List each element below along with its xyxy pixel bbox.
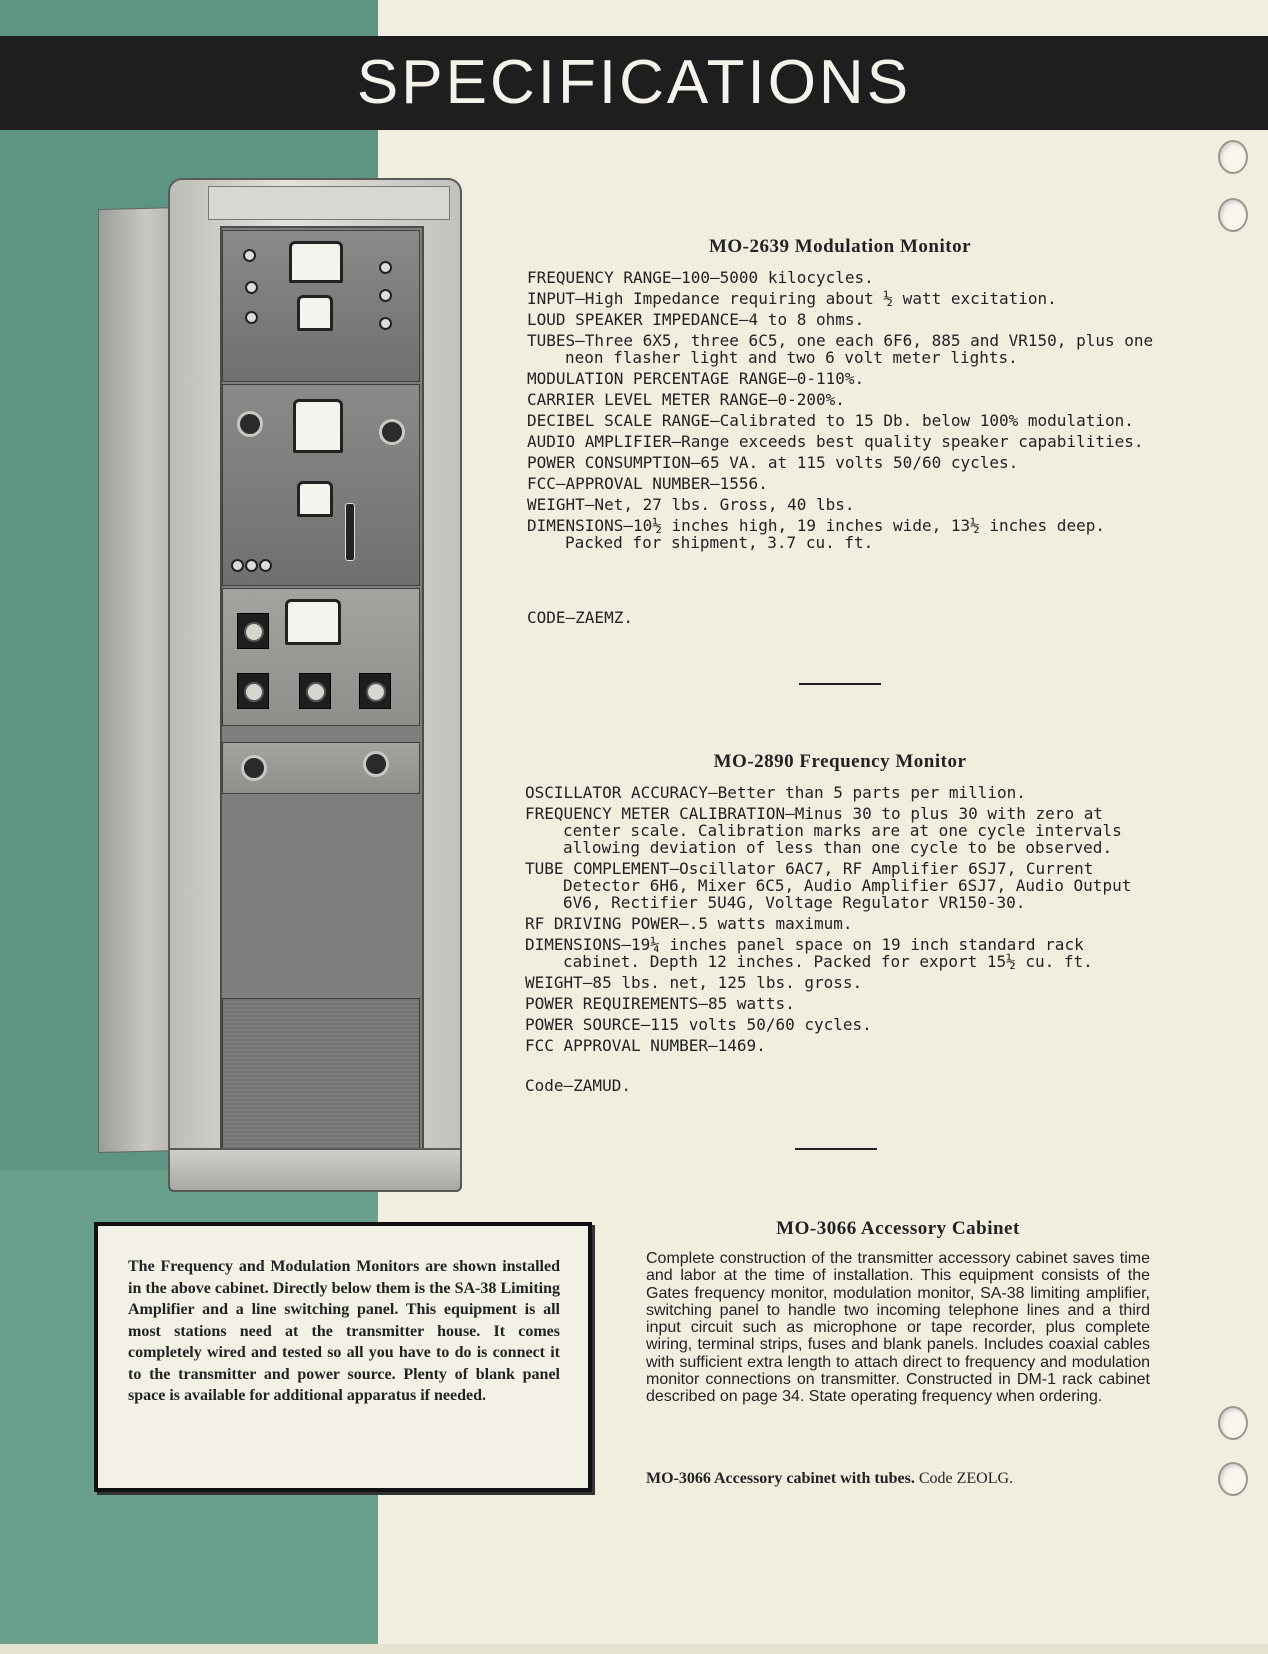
- indicator-icon: [259, 559, 272, 572]
- spec-item: DIMENSIONS—19¼ inches panel space on 19 inch standard rack cabinet. Depth 12 inches. Packed for export 15½ cu. ft.: [525, 935, 1093, 971]
- indicator-icon: [245, 559, 258, 572]
- caption-box: [94, 1222, 592, 1492]
- line-switching-panel: [222, 742, 420, 794]
- spec-item: TUBE COMPLEMENT—Oscillator 6AC7, RF Amplifier 6SJ7, Current Detector 6H6, Mixer 6C5, Audio Amplifier 6SJ7, Audio Output 6V6, Rectifier 5U4G, Voltage Regulator VR150-30.: [525, 859, 1132, 912]
- knob-icon: [237, 613, 269, 649]
- spec-item: LOUD SPEAKER IMPEDANCE—4 to 8 ohms.: [527, 310, 865, 329]
- spec-item: TUBES—Three 6X5, three 6C5, one each 6F6, 885 and VR150, plus one neon flasher light and two 6 volt meter lights.: [527, 331, 1154, 367]
- spec-item: OSCILLATOR ACCURACY—Better than 5 parts per million.: [525, 783, 1026, 802]
- spec-item: WEIGHT—85 lbs. net, 125 lbs. gross.: [525, 973, 863, 992]
- spec-item: AUDIO AMPLIFIER—Range exceeds best quality speaker capabilities.: [527, 432, 1144, 451]
- page-edge: [0, 1644, 1268, 1654]
- knob-icon: [237, 673, 269, 709]
- indicator-icon: [245, 311, 258, 324]
- spec-item: FCC APPROVAL NUMBER—1469.: [525, 1036, 766, 1055]
- accessory-cabinet-order-line: [646, 1470, 1150, 1488]
- indicator-icon: [243, 249, 256, 262]
- equipment-cabinet-illustration: [98, 178, 458, 1190]
- cabinet-top: [208, 186, 450, 220]
- indicator-icon: [379, 289, 392, 302]
- blank-panel-grille: [222, 998, 420, 1172]
- indicator-icon: [231, 559, 244, 572]
- knob-icon: [379, 419, 405, 445]
- tuning-slot-icon: [345, 503, 355, 561]
- frequency-monitor-panel: [222, 384, 420, 586]
- frequency-monitor-code: Code—ZAMUD.: [525, 1076, 631, 1095]
- indicator-icon: [379, 261, 392, 274]
- knob-icon: [237, 411, 263, 437]
- meter-icon: [297, 295, 333, 331]
- spec-item: WEIGHT—Net, 27 lbs. Gross, 40 lbs.: [527, 495, 855, 514]
- knob-icon: [241, 755, 267, 781]
- spec-item: CARRIER LEVEL METER RANGE—0-200%.: [527, 390, 845, 409]
- meter-icon: [289, 241, 343, 283]
- spec-item: FREQUENCY METER CALIBRATION—Minus 30 to plus 30 with zero at center scale. Calibration marks are at one cycle intervals allowing deviation of less than one cycle to be observed.: [525, 804, 1122, 857]
- knob-icon: [363, 751, 389, 777]
- frequency-monitor-specs: [525, 784, 1155, 1058]
- knob-icon: [359, 673, 391, 709]
- modulation-monitor-panel: [222, 230, 420, 382]
- binder-hole-icon: [1218, 198, 1248, 232]
- spec-item: FCC—APPROVAL NUMBER—1556.: [527, 474, 768, 493]
- accessory-cabinet-description: Complete construction of the transmitter accessory cabinet saves time and labor at the time of installation. This equipment consists of the Gates frequency monitor, modulation monitor, SA-38 limiting amplifier, switching panel to handle two incoming telephone lines and a third input circuit such as microphone or tape recorder, plus complete wiring, terminal strips, fuses and blank panels. Includes coaxial cables with sufficient extra length to attach direct to frequency and modulation monitor connections on transmitter. Constructed in DM-1 rack cabinet described on page 34. State operating frequency when ordering.: [646, 1250, 1150, 1406]
- meter-icon: [293, 399, 343, 453]
- spec-item: MODULATION PERCENTAGE RANGE—0-110%.: [527, 369, 865, 388]
- meter-icon: [285, 599, 341, 645]
- indicator-icon: [245, 281, 258, 294]
- indicator-icon: [379, 317, 392, 330]
- spec-item: DIMENSIONS—10½ inches high, 19 inches wide, 13½ inches deep. Packed for shipment, 3.7 cu. ft.: [527, 516, 1105, 552]
- binder-hole-icon: [1218, 1462, 1248, 1496]
- knob-icon: [299, 673, 331, 709]
- spec-item: FREQUENCY RANGE—100—5000 kilocycles.: [527, 268, 874, 287]
- spec-item: POWER CONSUMPTION—65 VA. at 115 volts 50/60 cycles.: [527, 453, 1019, 472]
- cabinet-base: [168, 1148, 462, 1192]
- spec-item: POWER SOURCE—115 volts 50/60 cycles.: [525, 1015, 872, 1034]
- modulation-monitor-specs: [527, 269, 1155, 555]
- binder-hole-icon: [1218, 140, 1248, 174]
- meter-icon: [297, 481, 333, 517]
- section-divider: [795, 1148, 877, 1150]
- caption-text: The Frequency and Modulation Monitors are shown installed in the above cabinet. Directly below them is the SA-38 Limiting Amplifier and a line switching panel. This equipment is all most stations need at the transmitter house. It comes completely wired and tested so all you have to do is connect it to the transmitter and power source. Plenty of blank panel space is available for additional apparatus if needed.: [128, 1258, 560, 1404]
- binder-hole-icon: [1218, 1406, 1248, 1440]
- modulation-monitor-code: CODE—ZAEMZ.: [527, 608, 633, 627]
- order-description: MO-3066 Accessory cabinet with tubes.: [646, 1470, 915, 1487]
- spec-item: RF DRIVING POWER—.5 watts maximum.: [525, 914, 853, 933]
- accessory-cabinet-title: MO-3066 Accessory Cabinet: [776, 1218, 1020, 1239]
- section-divider: [799, 683, 881, 685]
- page-title: SPECIFICATIONS: [356, 48, 912, 117]
- order-code: Code ZEOLG.: [918, 1470, 1014, 1487]
- limiting-amplifier-panel: [222, 588, 420, 726]
- spec-item: DECIBEL SCALE RANGE—Calibrated to 15 Db. below 100% modulation.: [527, 411, 1134, 430]
- frequency-monitor-title: MO-2890 Frequency Monitor: [713, 751, 967, 772]
- spec-item: POWER REQUIREMENTS—85 watts.: [525, 994, 795, 1013]
- modulation-monitor-title: MO-2639 Modulation Monitor: [708, 236, 972, 257]
- spec-item: INPUT—High Impedance requiring about ½ watt excitation.: [527, 289, 1057, 308]
